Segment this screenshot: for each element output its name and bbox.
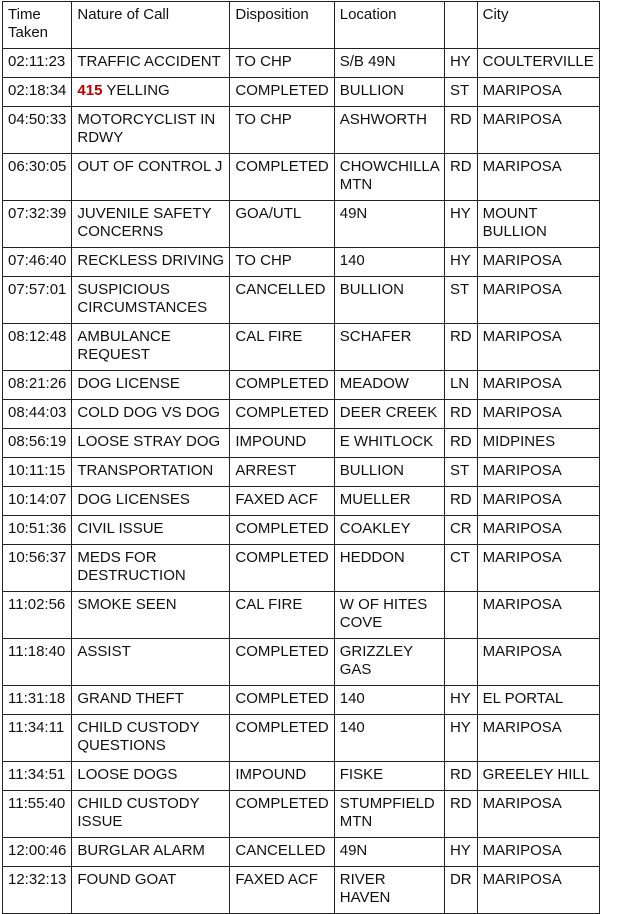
cell-nature: [72, 639, 230, 686]
nature-text: LOOSE STRAY DOG: [77, 433, 221, 450]
cell-location: 49N: [334, 201, 444, 248]
cell-city: GREELEY HILL: [477, 762, 599, 791]
cell-time: 11:34:51: [3, 762, 72, 791]
nature-text: OUT OF CONTROL J: [77, 158, 223, 175]
cell-disposition: COMPLETED: [230, 400, 334, 429]
cell-nature: [72, 248, 230, 277]
nature-text: MEDS FOR DESTRUCTION: [77, 549, 186, 584]
cell-disposition: COMPLETED: [230, 639, 334, 686]
cell-location: MEADOW: [334, 371, 444, 400]
cell-nature: [72, 201, 230, 248]
cell-time: 12:32:13: [3, 867, 72, 914]
cell-time: 08:44:03: [3, 400, 72, 429]
call-log-table: [2, 1, 600, 914]
nature-text: LOOSE DOGS: [77, 766, 178, 783]
header-time: Time Taken: [3, 2, 72, 49]
cell-suffix: HY: [444, 715, 477, 762]
table-row: [3, 107, 600, 154]
cell-disposition: COMPLETED: [230, 791, 334, 838]
cell-time: 02:18:34: [3, 78, 72, 107]
cell-disposition: IMPOUND: [230, 762, 334, 791]
cell-time: 06:30:05: [3, 154, 72, 201]
cell-city: MIDPINES: [477, 429, 599, 458]
cell-nature: [72, 516, 230, 545]
cell-disposition: COMPLETED: [230, 154, 334, 201]
cell-suffix: RD: [444, 107, 477, 154]
cell-time: 02:11:23: [3, 49, 72, 78]
cell-city: MARIPOSA: [477, 516, 599, 545]
cell-suffix: ST: [444, 78, 477, 107]
nature-text: DOG LICENSE: [77, 375, 180, 392]
table-row: [3, 867, 600, 914]
cell-nature: [72, 78, 230, 107]
cell-disposition: TO CHP: [230, 107, 334, 154]
header-location: Location: [334, 2, 444, 49]
table-row: [3, 639, 600, 686]
nature-text: FOUND GOAT: [77, 871, 177, 888]
cell-nature: [72, 686, 230, 715]
cell-suffix: CR: [444, 516, 477, 545]
cell-city: MARIPOSA: [477, 107, 599, 154]
nature-text: GRAND THEFT: [77, 690, 184, 707]
table-row: [3, 458, 600, 487]
cell-suffix: DR: [444, 867, 477, 914]
cell-disposition: COMPLETED: [230, 78, 334, 107]
cell-time: 04:50:33: [3, 107, 72, 154]
header-disposition: Disposition: [230, 2, 334, 49]
cell-time: 10:14:07: [3, 487, 72, 516]
cell-city: MARIPOSA: [477, 154, 599, 201]
cell-suffix: RD: [444, 791, 477, 838]
cell-city: MARIPOSA: [477, 791, 599, 838]
call-log-body: [3, 49, 600, 914]
cell-time: 08:21:26: [3, 371, 72, 400]
cell-disposition: TO CHP: [230, 248, 334, 277]
cell-time: 10:56:37: [3, 545, 72, 592]
cell-time: 11:34:11: [3, 715, 72, 762]
nature-text: SMOKE SEEN: [77, 596, 177, 613]
cell-nature: [72, 400, 230, 429]
header-row: [3, 2, 600, 49]
cell-suffix: RD: [444, 487, 477, 516]
cell-disposition: CANCELLED: [230, 277, 334, 324]
cell-disposition: TO CHP: [230, 49, 334, 78]
cell-time: 07:46:40: [3, 248, 72, 277]
table-row: [3, 248, 600, 277]
nature-text: ASSIST: [77, 643, 131, 660]
nature-text: MOTORCYCLIST IN RDWY: [77, 111, 216, 146]
cell-suffix: [444, 592, 477, 639]
cell-time: 10:11:15: [3, 458, 72, 487]
nature-text: AMBULANCE REQUEST: [77, 328, 171, 363]
cell-location: BULLION: [334, 78, 444, 107]
cell-city: EL PORTAL: [477, 686, 599, 715]
cell-disposition: CAL FIRE: [230, 592, 334, 639]
table-row: [3, 838, 600, 867]
header-city: City: [477, 2, 599, 49]
header-nature: Nature of Call: [72, 2, 230, 49]
nature-text: DOG LICENSES: [77, 491, 190, 508]
cell-location: COAKLEY: [334, 516, 444, 545]
cell-suffix: HY: [444, 49, 477, 78]
cell-time: 08:12:48: [3, 324, 72, 371]
cell-disposition: COMPLETED: [230, 545, 334, 592]
cell-city: MARIPOSA: [477, 371, 599, 400]
table-row: [3, 49, 600, 78]
cell-time: 10:51:36: [3, 516, 72, 545]
nature-text: SUSPICIOUS CIRCUMSTANCES: [77, 281, 208, 316]
cell-time: 08:56:19: [3, 429, 72, 458]
nature-text: BURGLAR ALARM: [77, 842, 205, 859]
cell-suffix: ST: [444, 277, 477, 324]
cell-city: MARIPOSA: [477, 324, 599, 371]
nature-text: JUVENILE SAFETY CONCERNS: [77, 205, 212, 240]
nature-text: RECKLESS DRIVING: [77, 252, 225, 269]
cell-nature: [72, 791, 230, 838]
cell-location: DEER CREEK: [334, 400, 444, 429]
cell-time: 11:18:40: [3, 639, 72, 686]
cell-time: 07:57:01: [3, 277, 72, 324]
cell-nature: [72, 867, 230, 914]
cell-suffix: HY: [444, 201, 477, 248]
cell-disposition: FAXED ACF: [230, 487, 334, 516]
cell-location: BULLION: [334, 277, 444, 324]
cell-suffix: [444, 639, 477, 686]
cell-disposition: COMPLETED: [230, 715, 334, 762]
cell-disposition: COMPLETED: [230, 371, 334, 400]
cell-time: 07:32:39: [3, 201, 72, 248]
cell-nature: [72, 715, 230, 762]
cell-location: GRIZZLEY GAS: [334, 639, 444, 686]
cell-disposition: ARREST: [230, 458, 334, 487]
table-row: [3, 516, 600, 545]
cell-time: 11:55:40: [3, 791, 72, 838]
table-row: [3, 154, 600, 201]
cell-location: CHOWCHILLA MTN: [334, 154, 444, 201]
cell-nature: [72, 592, 230, 639]
cell-city: MARIPOSA: [477, 715, 599, 762]
nature-text: CHILD CUSTODY ISSUE: [77, 795, 200, 830]
cell-location: FISKE: [334, 762, 444, 791]
cell-suffix: RD: [444, 429, 477, 458]
cell-suffix: RD: [444, 762, 477, 791]
cell-suffix: CT: [444, 545, 477, 592]
cell-location: ASHWORTH: [334, 107, 444, 154]
cell-suffix: ST: [444, 458, 477, 487]
cell-city: MOUNT BULLION: [477, 201, 599, 248]
cell-disposition: GOA/UTL: [230, 201, 334, 248]
cell-location: W OF HITES COVE: [334, 592, 444, 639]
table-row: [3, 487, 600, 516]
cell-disposition: CAL FIRE: [230, 324, 334, 371]
table-row: [3, 371, 600, 400]
cell-nature: [72, 838, 230, 867]
cell-suffix: RD: [444, 400, 477, 429]
call-code: 415: [77, 82, 103, 99]
cell-location: HEDDON: [334, 545, 444, 592]
cell-city: MARIPOSA: [477, 78, 599, 107]
table-row: [3, 277, 600, 324]
cell-location: 140: [334, 248, 444, 277]
table-row: [3, 715, 600, 762]
cell-location: 140: [334, 686, 444, 715]
cell-nature: [72, 487, 230, 516]
cell-disposition: COMPLETED: [230, 686, 334, 715]
table-row: [3, 78, 600, 107]
cell-nature: [72, 154, 230, 201]
cell-location: S/B 49N: [334, 49, 444, 78]
cell-nature: [72, 371, 230, 400]
cell-location: E WHITLOCK: [334, 429, 444, 458]
cell-time: 11:02:56: [3, 592, 72, 639]
cell-city: MARIPOSA: [477, 458, 599, 487]
cell-city: MARIPOSA: [477, 838, 599, 867]
cell-city: MARIPOSA: [477, 545, 599, 592]
table-row: [3, 201, 600, 248]
cell-location: 49N: [334, 838, 444, 867]
table-row: [3, 400, 600, 429]
cell-location: MUELLER: [334, 487, 444, 516]
cell-nature: [72, 324, 230, 371]
cell-city: MARIPOSA: [477, 592, 599, 639]
table-row: [3, 762, 600, 791]
cell-city: MARIPOSA: [477, 487, 599, 516]
cell-location: STUMPFIELD MTN: [334, 791, 444, 838]
cell-disposition: COMPLETED: [230, 516, 334, 545]
cell-time: 11:31:18: [3, 686, 72, 715]
cell-nature: [72, 429, 230, 458]
nature-text: CHILD CUSTODY QUESTIONS: [77, 719, 200, 754]
cell-location: RIVER HAVEN: [334, 867, 444, 914]
cell-city: COULTERVILLE: [477, 49, 599, 78]
cell-city: MARIPOSA: [477, 639, 599, 686]
cell-suffix: HY: [444, 686, 477, 715]
table-row: [3, 791, 600, 838]
cell-suffix: HY: [444, 838, 477, 867]
cell-suffix: RD: [444, 154, 477, 201]
cell-location: SCHAFER: [334, 324, 444, 371]
cell-suffix: HY: [444, 248, 477, 277]
cell-city: MARIPOSA: [477, 248, 599, 277]
table-row: [3, 545, 600, 592]
table-row: [3, 324, 600, 371]
cell-disposition: IMPOUND: [230, 429, 334, 458]
cell-nature: [72, 107, 230, 154]
cell-disposition: FAXED ACF: [230, 867, 334, 914]
cell-suffix: RD: [444, 324, 477, 371]
cell-nature: [72, 762, 230, 791]
cell-city: MARIPOSA: [477, 400, 599, 429]
table-row: [3, 429, 600, 458]
table-row: [3, 686, 600, 715]
cell-nature: [72, 545, 230, 592]
cell-nature: [72, 49, 230, 78]
cell-city: MARIPOSA: [477, 867, 599, 914]
cell-time: 12:00:46: [3, 838, 72, 867]
header-suffix: [444, 2, 477, 49]
nature-text: YELLING: [106, 82, 170, 99]
table-row: [3, 592, 600, 639]
nature-text: TRANSPORTATION: [77, 462, 214, 479]
nature-text: TRAFFIC ACCIDENT: [77, 53, 221, 70]
cell-city: MARIPOSA: [477, 277, 599, 324]
cell-disposition: CANCELLED: [230, 838, 334, 867]
cell-nature: [72, 458, 230, 487]
cell-nature: [72, 277, 230, 324]
nature-text: COLD DOG VS DOG: [77, 404, 220, 421]
cell-suffix: LN: [444, 371, 477, 400]
cell-location: BULLION: [334, 458, 444, 487]
cell-location: 140: [334, 715, 444, 762]
nature-text: CIVIL ISSUE: [77, 520, 164, 537]
